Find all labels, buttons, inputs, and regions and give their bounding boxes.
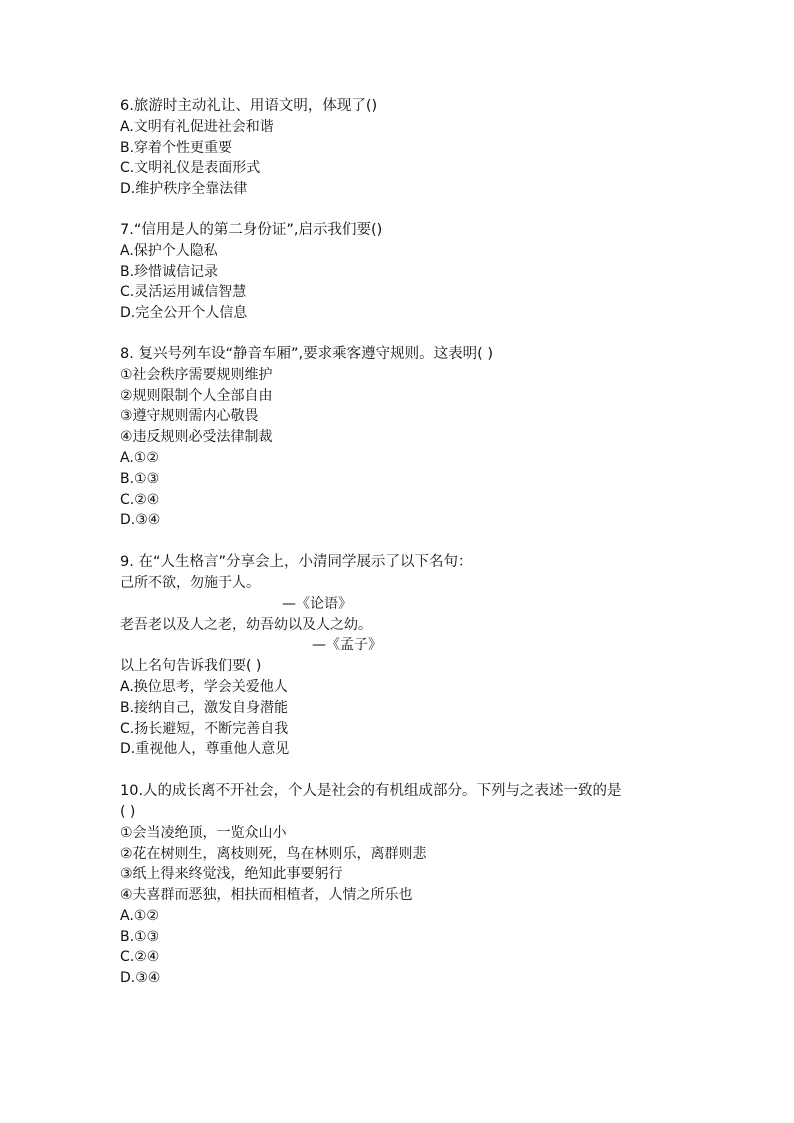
option-c: C.②④ (120, 491, 160, 508)
option-d: D.维护秩序全靠法律 (120, 181, 248, 198)
option-a: A.换位思考，学会关爱他人 (120, 678, 288, 695)
option-d: D.重视他人，尊重他人意见 (120, 741, 290, 758)
option-a: A.①② (120, 907, 159, 924)
quote-source-lunyu: —《论语》 (282, 595, 352, 612)
option-c: C.②④ (120, 949, 160, 966)
option-b: B.接纳自己，激发自身潜能 (120, 699, 289, 716)
option-a: A.文明有礼促进社会和谐 (120, 118, 274, 135)
statement-3: ③遵守规则需内心敬畏 (120, 408, 259, 425)
document-page (120, 96, 720, 1010)
question-prompt: 以上名句告诉我们要( ) (120, 658, 262, 675)
statement-1: ①社会秩序需要规则维护 (120, 366, 273, 383)
option-b: B.穿着个性更重要 (120, 139, 233, 156)
question-stem: 9. 在“人生格言”分享会上，小清同学展示了以下名句： (120, 554, 473, 571)
option-b: B.①③ (120, 928, 160, 945)
statement-1: ①会当凌绝顶，一览众山小 (120, 824, 287, 841)
option-b: B.珍惜诚信记录 (120, 263, 219, 280)
question-stem: 6.旅游时主动礼让、用语文明，体现了() (120, 98, 378, 114)
question-9 (120, 552, 720, 760)
statement-2: ②规则限制个人全部自由 (120, 387, 273, 404)
question-stem: 10.人的成长离不开社会，个人是社会的有机组成部分。下列与之表述一致的是 (120, 783, 622, 800)
statement-2: ②花在树则生，离枝则死，鸟在林则乐，离群则悲 (120, 845, 427, 862)
question-stem: 8. 复兴号列车设“静音车厢”,要求乘客遵守规则。这表明( ) (120, 345, 493, 362)
option-c: C.扬长避短，不断完善自我 (120, 720, 289, 737)
statement-4: ④违反规则必受法律制裁 (120, 429, 273, 446)
question-stem: 7.“信用是人的第二身份证”,启示我们要() (120, 221, 383, 238)
question-stem-continued: ( ) (120, 803, 136, 820)
question-8 (120, 344, 720, 531)
option-c: C.文明礼仪是表面形式 (120, 160, 261, 177)
quote-mengzi: 老吾老以及人之老，幼吾幼以及人之幼。 (120, 616, 372, 633)
option-a: A.保护个人隐私 (120, 242, 218, 259)
option-a: A.①② (120, 449, 159, 466)
option-d: D.③④ (120, 512, 161, 529)
option-b: B.①③ (120, 470, 160, 487)
option-c: C.灵活运用诚信智慧 (120, 284, 247, 301)
question-10 (120, 781, 720, 989)
quote-lunyu: 己所不欲，勿施于人。 (120, 574, 260, 591)
option-d: D.③④ (120, 970, 161, 987)
quote-source-mengzi: —《孟子》 (312, 637, 382, 654)
question-6 (120, 96, 720, 200)
statement-4: ④夫喜群而恶独，相扶而相植者，人情之所乐也 (120, 887, 413, 904)
question-7 (120, 220, 720, 324)
option-d: D.完全公开个人信息 (120, 305, 248, 322)
statement-3: ③纸上得来终觉浅，绝知此事要躬行 (120, 866, 343, 883)
